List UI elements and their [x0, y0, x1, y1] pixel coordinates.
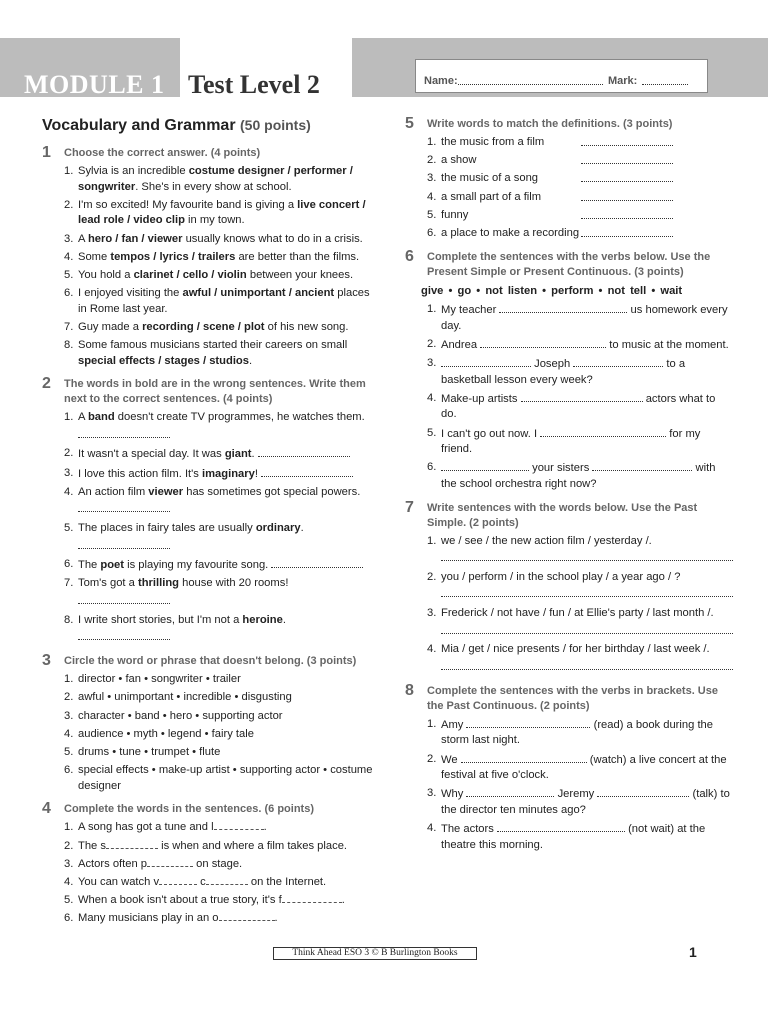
list-item [64, 557, 380, 574]
item-text: Make-up artists [441, 392, 521, 405]
answer-options[interactable]: hero / fan / viewer [87, 232, 183, 245]
item-text: The places in fairy tales are usually [78, 522, 256, 535]
item-text: I enjoyed visiting the [78, 287, 183, 300]
list-item [64, 250, 380, 266]
prompt-words: you / perform / in the school play / a year ago / ? [441, 570, 681, 583]
exercise-number: 5 [405, 115, 414, 132]
section-title [42, 117, 311, 135]
answer-line[interactable] [540, 426, 666, 437]
item-text: Joseph [531, 358, 574, 371]
bold-word: heroine [242, 613, 283, 626]
list-item [64, 164, 380, 195]
definition-text: a show [441, 154, 477, 167]
item-number: 4. [427, 822, 437, 835]
item-text: Some [78, 250, 111, 263]
item-number: 2. [427, 154, 437, 167]
item-text: . [274, 912, 278, 925]
item-number: 6. [64, 287, 74, 300]
answer-options[interactable]: live concert / lead role / video clip [78, 198, 366, 227]
answer-options[interactable]: costume designer / performer / songwriter [78, 165, 353, 193]
item-number: 3. [427, 787, 437, 800]
exercise-number: 7 [405, 498, 414, 516]
answer-options[interactable]: awful / unimportant / ancient [182, 287, 335, 300]
list-item [427, 171, 733, 187]
list-item[interactable] [64, 690, 380, 706]
list-item [427, 208, 733, 224]
item-text: on stage. [193, 857, 243, 870]
item-text: It wasn't a special day. It was [78, 448, 225, 461]
definition-text: the music from a film [441, 136, 545, 148]
prompt-words: we / see / the new action film / yesterday /. [441, 534, 652, 547]
item-text: When a book isn't about a true story, it's f [78, 894, 282, 907]
item-text: Amy [441, 718, 467, 731]
list-item [427, 153, 733, 169]
answer-line[interactable] [573, 356, 663, 367]
answer-line[interactable] [480, 337, 606, 348]
list-item [427, 302, 733, 334]
item-text: with the school orchestra right now? [441, 462, 716, 491]
list-item[interactable] [64, 745, 380, 761]
item-text: your sisters [529, 462, 593, 475]
item-text: We [441, 753, 461, 766]
answer-line[interactable] [78, 595, 170, 604]
bold-word: poet [100, 559, 125, 572]
answer-line[interactable] [497, 821, 625, 832]
item-number: 5. [427, 426, 437, 439]
bold-word: giant [224, 448, 252, 461]
item-text: usually knows what to do in a crisis. [182, 232, 363, 245]
item-text: to music at the moment. [606, 338, 729, 351]
item-number: 4. [64, 875, 74, 888]
letter-blanks[interactable] [106, 839, 158, 849]
item-text: (not wait) at the theatre this morning. [441, 823, 706, 851]
item-number: 6. [427, 461, 437, 474]
item-text: . She's in every show at school. [135, 180, 292, 193]
definition-text: a small part of a film [441, 190, 542, 203]
word-options[interactable]: drums • tune • trumpet • flute [78, 745, 221, 758]
list-item[interactable] [64, 672, 380, 688]
list-item [64, 338, 380, 369]
item-text: I'm so excited! My favourite band is giving a [78, 198, 298, 211]
list-item [64, 613, 380, 647]
answer-line[interactable] [466, 717, 590, 728]
list-item [64, 820, 380, 836]
list-item [64, 268, 380, 284]
page-number: 1 [689, 944, 697, 960]
exercise-8 [405, 681, 733, 854]
item-text: are better than the films. [235, 250, 360, 263]
list-item [427, 356, 733, 388]
item-number: 5. [64, 894, 74, 907]
answer-line[interactable] [441, 661, 733, 670]
prompt-words: Frederick / not have / fun / at Ellie's party / last month /. [441, 607, 714, 619]
answer-options[interactable]: special effects / stages / studios [78, 354, 249, 367]
item-number: 4. [64, 485, 74, 498]
item-text: us homework every day. [441, 304, 728, 332]
verb-list: give • go • not listen • perform • not tell • wait [421, 284, 683, 297]
list-item [64, 521, 380, 555]
answer-line[interactable] [78, 540, 170, 549]
answer-line[interactable] [261, 466, 353, 477]
item-text: Many musicians play in an o [78, 912, 219, 925]
exercise-instruction: Complete the sentences with the verbs in brackets. Use the Past Continuous. (2 points) [427, 684, 718, 712]
word-options[interactable]: director • fan • songwriter • trailer [78, 673, 241, 686]
item-number: 5. [64, 268, 74, 281]
item-text: My teacher [441, 304, 500, 317]
item-number: 2. [64, 691, 74, 704]
item-text: Jeremy [554, 788, 598, 801]
list-item [64, 857, 380, 873]
list-item [64, 446, 380, 463]
answer-options[interactable]: clarinet / cello / violin [133, 268, 247, 281]
item-text: has sometimes got special powers. [183, 485, 361, 498]
item-number: 5. [64, 522, 74, 535]
name-field[interactable] [458, 74, 603, 85]
exercise-3 [42, 654, 380, 794]
item-number: 5. [64, 745, 74, 758]
answer-line[interactable] [78, 429, 170, 438]
item-text: is when and where a film takes place. [157, 839, 348, 852]
item-text: Some famous musicians started their careers on small [78, 339, 348, 352]
bold-word: band [87, 411, 115, 424]
exercise-1 [42, 146, 380, 369]
item-text: . [282, 613, 286, 626]
item-text: on the Internet. [247, 875, 327, 888]
exercise-number: 6 [405, 247, 414, 265]
item-number: 1. [64, 821, 74, 834]
list-item [64, 485, 380, 519]
item-number: 1. [64, 165, 74, 177]
item-number: 2. [427, 752, 437, 765]
exercise-instruction: Circle the word or phrase that doesn't belong. (3 points) [64, 655, 357, 668]
answer-options[interactable]: recording / scene / plot [142, 320, 265, 333]
item-number: 6. [64, 558, 74, 571]
item-number: 2. [427, 337, 437, 350]
list-item [64, 198, 380, 229]
answer-line[interactable] [581, 208, 673, 219]
mark-field[interactable] [642, 74, 688, 85]
item-number: 3. [427, 607, 437, 619]
answer-line[interactable] [597, 786, 689, 797]
exercise-number: 4 [42, 800, 51, 818]
list-item [64, 576, 380, 610]
list-item [427, 821, 733, 853]
answer-line[interactable] [441, 625, 733, 634]
definition-text: a place to make a recording [441, 226, 580, 239]
list-item [427, 606, 733, 640]
item-text: in my town. [184, 214, 245, 227]
item-number: 1. [427, 136, 437, 148]
word-options[interactable]: special effects • make-up artist • supporting actor • costume designer [78, 764, 373, 792]
answer-line[interactable] [258, 446, 350, 457]
section-points: (50 points) [240, 117, 311, 133]
list-item [64, 839, 380, 855]
item-text: of his new song. [264, 320, 349, 333]
list-item [427, 752, 733, 784]
item-number: 4. [64, 250, 74, 263]
item-number: 4. [64, 727, 74, 740]
answer-line[interactable] [461, 752, 587, 763]
list-item [64, 232, 380, 248]
list-item [64, 875, 380, 891]
item-text: . [341, 894, 345, 907]
exercise-instruction: The words in bold are in the wrong sentences. Write them next to the correct sentences. (4 points) [64, 378, 366, 406]
answer-line[interactable] [499, 302, 627, 313]
item-text: . [300, 522, 304, 535]
answer-line[interactable] [581, 190, 673, 201]
exercise-number: 2 [42, 375, 51, 393]
exercise-number: 1 [42, 144, 51, 161]
item-text: Tom's got a [78, 577, 138, 590]
answer-line[interactable] [592, 460, 692, 471]
list-item [427, 786, 733, 818]
item-text: to a basketball lesson every week? [441, 358, 686, 386]
section-title-text: Vocabulary and Grammar [42, 117, 236, 134]
item-number: 6. [64, 764, 74, 777]
list-item [64, 893, 380, 909]
item-number: 3. [64, 232, 74, 245]
footer-credit: Think Ahead ESO 3 © B Burlington Books [273, 947, 477, 960]
item-text: A [78, 411, 88, 424]
bold-word: thrilling [137, 577, 179, 590]
word-options[interactable]: audience • myth • legend • fairy tale [78, 727, 254, 740]
bold-word: ordinary [255, 522, 301, 535]
list-item [427, 570, 733, 604]
item-text: I write short stories, but I'm not a [78, 613, 243, 626]
list-item [427, 460, 733, 492]
item-number: 3. [427, 172, 437, 185]
item-number: 2. [64, 447, 74, 460]
item-number: 4. [427, 190, 437, 203]
letter-blanks[interactable] [206, 875, 248, 885]
item-number: 5. [427, 208, 437, 221]
answer-line[interactable] [581, 171, 673, 182]
list-item [427, 337, 733, 354]
mark-label: Mark: [608, 75, 638, 87]
item-text: You hold a [78, 268, 134, 281]
answer-line[interactable] [271, 557, 363, 568]
answer-line[interactable] [581, 153, 673, 164]
exercise-4 [42, 802, 380, 927]
item-text: . [251, 448, 255, 461]
item-number: 6. [64, 912, 74, 925]
item-text: You can watch v [78, 875, 160, 888]
item-number: 4. [427, 643, 437, 656]
item-number: 3. [64, 466, 74, 479]
item-number: 1. [64, 673, 74, 686]
letter-blanks[interactable] [214, 820, 264, 830]
item-text: actors what to do. [441, 392, 716, 421]
exercise-instruction: Write sentences with the words below. Use the Past Simple. (2 points) [427, 501, 698, 529]
item-number: 3. [427, 357, 437, 370]
answer-line[interactable] [78, 503, 170, 512]
list-item [427, 391, 733, 423]
letter-blanks[interactable] [219, 911, 275, 921]
item-number: 4. [427, 391, 437, 404]
exercise-instruction: Choose the correct answer. (4 points) [64, 147, 261, 159]
item-text: Actors often p [78, 857, 148, 870]
item-number: 2. [64, 839, 74, 852]
item-text: The [78, 559, 101, 572]
item-text: (watch) a live concert at the festival at five o'clock. [441, 753, 727, 782]
item-number: 2. [427, 570, 437, 583]
exercise-instruction: Write words to match the definitions. (3 points) [427, 118, 673, 130]
item-text: The actors [441, 823, 497, 836]
list-item [427, 534, 733, 568]
module-title: MODULE 1 [24, 70, 165, 99]
item-number: 1. [64, 411, 74, 424]
item-text: Guy made a [78, 320, 143, 333]
item-text: An action film [78, 485, 149, 498]
list-item[interactable] [64, 763, 380, 794]
left-column [42, 146, 380, 935]
list-item [427, 717, 733, 749]
exercise-6 [405, 247, 733, 493]
letter-blanks[interactable] [147, 857, 193, 867]
item-text: Sylvia is an incredible [78, 165, 189, 177]
item-text: c [197, 875, 206, 888]
item-text: house with 20 rooms! [178, 577, 289, 590]
name-mark-box [415, 59, 708, 93]
bold-word: imaginary [202, 467, 255, 480]
exercise-5 [405, 117, 733, 242]
item-text: is playing my favourite song. [124, 559, 269, 572]
item-number: 8. [64, 613, 74, 626]
exercise-instruction: Complete the sentences with the verbs below. Use the Present Simple or Present Continuous. (3 points) [427, 250, 711, 278]
item-number: 7. [64, 577, 74, 590]
list-item [64, 410, 380, 444]
answer-options[interactable]: tempos / lyrics / trailers [110, 250, 236, 263]
word-options[interactable]: awful • unimportant • incredible • disgusting [78, 691, 292, 704]
item-text: A [78, 232, 88, 245]
item-number: 3. [64, 857, 74, 870]
item-text: A song has got a tune and l [78, 821, 214, 834]
name-label: Name: [424, 75, 458, 87]
test-level-title: Test Level 2 [188, 70, 320, 99]
list-item [64, 320, 380, 336]
item-text: I love this action film. It's [78, 467, 202, 480]
list-item[interactable] [64, 709, 380, 725]
item-text: between your knees. [246, 268, 354, 281]
item-number: 1. [427, 534, 437, 547]
answer-line[interactable] [441, 356, 531, 367]
list-item [427, 426, 733, 458]
item-text: (talk) to the director ten minutes ago? [441, 788, 730, 816]
answer-line[interactable] [78, 631, 170, 640]
item-text: Why [441, 788, 467, 801]
item-text: Andrea [441, 338, 481, 351]
answer-line[interactable] [441, 460, 529, 471]
bold-word: viewer [148, 485, 184, 498]
item-number: 2. [64, 198, 74, 211]
answer-line[interactable] [466, 786, 554, 797]
item-text: . [249, 354, 253, 367]
item-number: 1. [427, 303, 437, 316]
definition-text: funny [441, 208, 469, 221]
item-text: I can't go out now. I [441, 427, 541, 440]
exercise-instruction: Complete the words in the sentences. (6 points) [64, 803, 314, 816]
right-column [405, 117, 733, 861]
answer-line[interactable] [581, 135, 673, 146]
exercise-number: 8 [405, 681, 414, 699]
item-text: . [263, 821, 267, 834]
item-number: 3. [64, 709, 74, 722]
letter-blanks[interactable] [282, 893, 342, 903]
item-text: ! [254, 467, 258, 480]
list-item [64, 286, 380, 317]
list-item [427, 642, 733, 676]
list-item [427, 190, 733, 206]
list-item [64, 911, 380, 927]
item-text: for my friend. [441, 427, 701, 456]
answer-line[interactable] [581, 226, 673, 237]
exercise-number: 3 [42, 652, 51, 670]
item-number: 7. [64, 320, 74, 333]
answer-line[interactable] [441, 552, 733, 561]
answer-line[interactable] [441, 588, 733, 597]
item-number: 8. [64, 339, 74, 352]
exercise-7 [405, 498, 733, 676]
item-number: 1. [427, 717, 437, 730]
list-item[interactable] [64, 727, 380, 743]
item-text: places in Rome last year. [78, 287, 370, 315]
item-text: doesn't create TV programmes, he watches them. [114, 411, 365, 424]
list-item [427, 226, 733, 242]
definition-text: the music of a song [441, 172, 539, 185]
item-number: 6. [427, 226, 437, 239]
letter-blanks[interactable] [159, 875, 197, 885]
list-item [427, 135, 733, 151]
list-item [64, 466, 380, 483]
item-text: The s [78, 839, 106, 852]
answer-line[interactable] [521, 391, 643, 402]
item-text: (read) a book during the storm last night. [441, 718, 714, 747]
prompt-words: Mia / get / nice presents / for her birthday / last week /. [441, 643, 710, 656]
word-options[interactable]: character • band • hero • supporting actor [78, 709, 283, 722]
exercise-2 [42, 377, 380, 646]
